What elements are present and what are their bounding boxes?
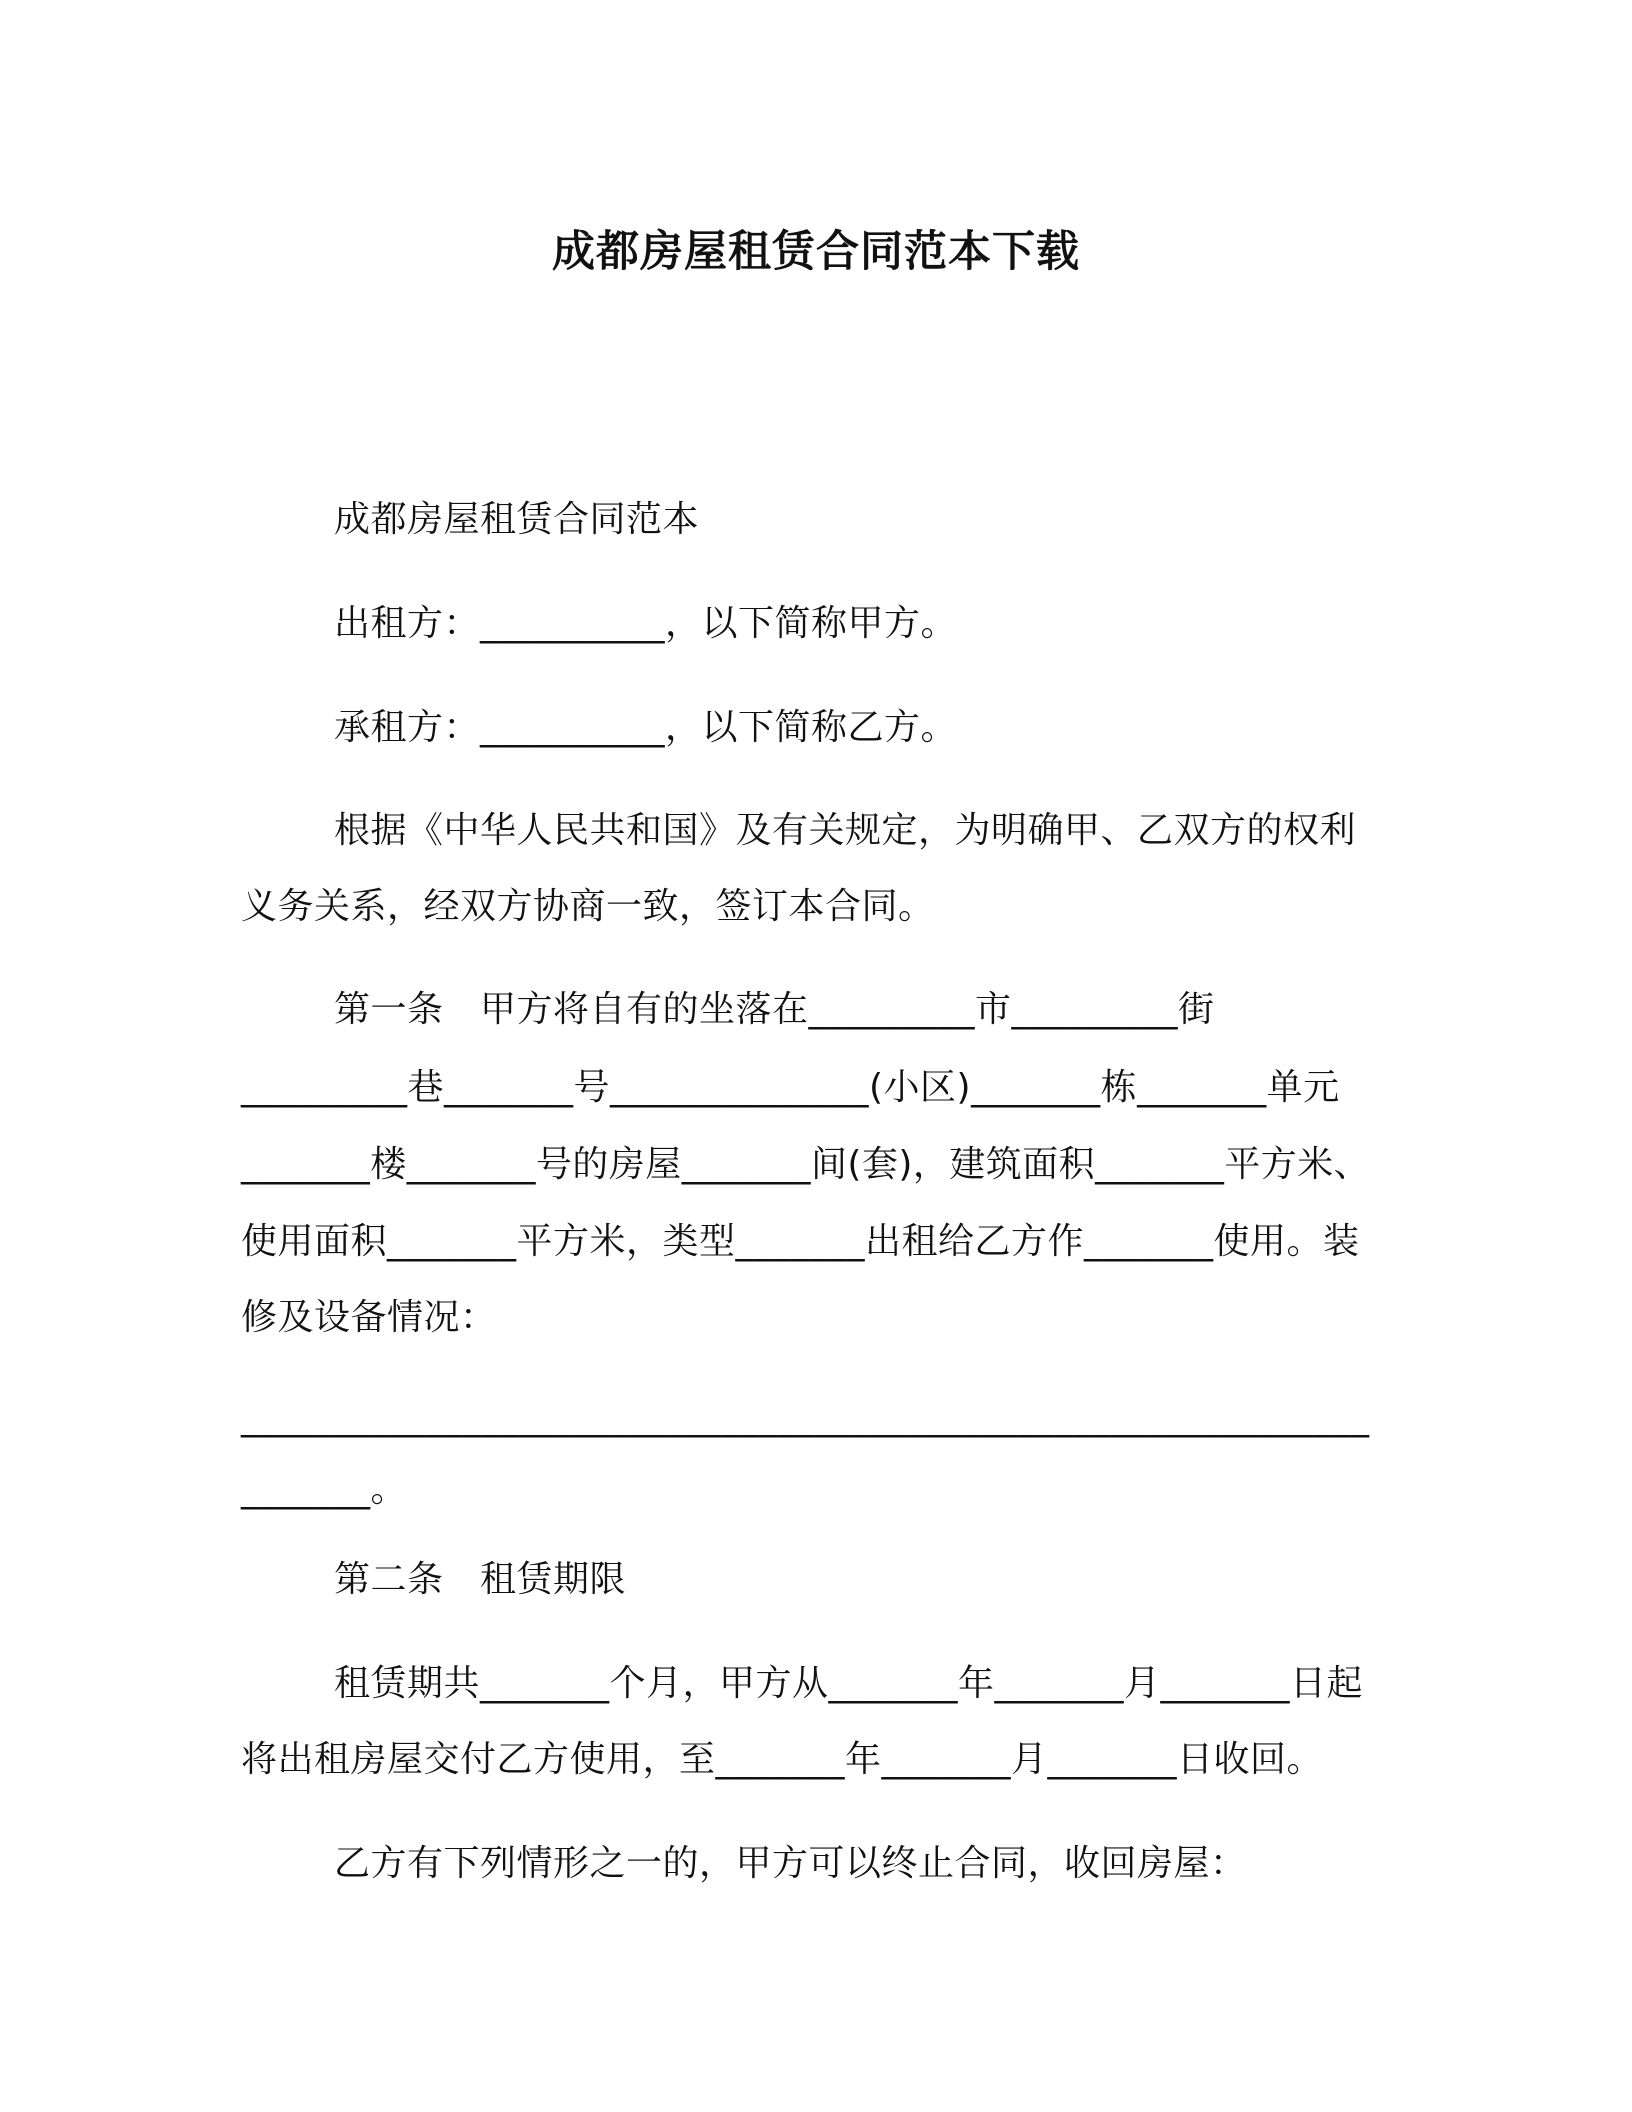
article-2-heading: 第二条 租赁期限 <box>334 1559 627 1600</box>
article-2-line-1: 租赁期共_______个月，甲方从_______年_______月_______日起 <box>334 1663 1364 1704</box>
lessee-line: 承租方：__________，以下简称乙方。 <box>334 707 958 748</box>
lessor-line: 出租方：__________，以下简称甲方。 <box>334 603 958 644</box>
article-1-blank-line: _____________________________________________________________ <box>241 1397 1370 1438</box>
contract-heading: 成都房屋租赁合同范本 <box>334 499 700 540</box>
article-1-line-5: 修及设备情况： <box>241 1297 497 1338</box>
preamble-line-2: 义务关系，经双方协商一致，签订本合同。 <box>241 886 935 927</box>
article-1-line-1: 第一条 甲方将自有的坐落在_________市_________街 <box>334 989 1215 1030</box>
document-title: 成都房屋租赁合同范本下载 <box>552 227 1080 277</box>
article-2-line-2: 将出租房屋交付乙方使用，至_______年_______月_______日收回。 <box>241 1739 1324 1780</box>
article-1-line-2: _________巷_______号______________(小区)_______栋_______单元 <box>241 1067 1340 1108</box>
termination-line: 乙方有下列情形之一的，甲方可以终止合同，收回房屋： <box>334 1843 1247 1884</box>
article-1-line-3: _______楼_______号的房屋_______间(套)，建筑面积_______平方米、 <box>241 1144 1371 1185</box>
preamble-line-1: 根据《中华人民共和国》及有关规定，为明确甲、乙双方的权利 <box>334 810 1357 851</box>
article-1-blank-end: _______。 <box>241 1469 408 1510</box>
article-1-line-4: 使用面积_______平方米，类型_______出租给乙方作_______使用。装 <box>241 1221 1360 1262</box>
